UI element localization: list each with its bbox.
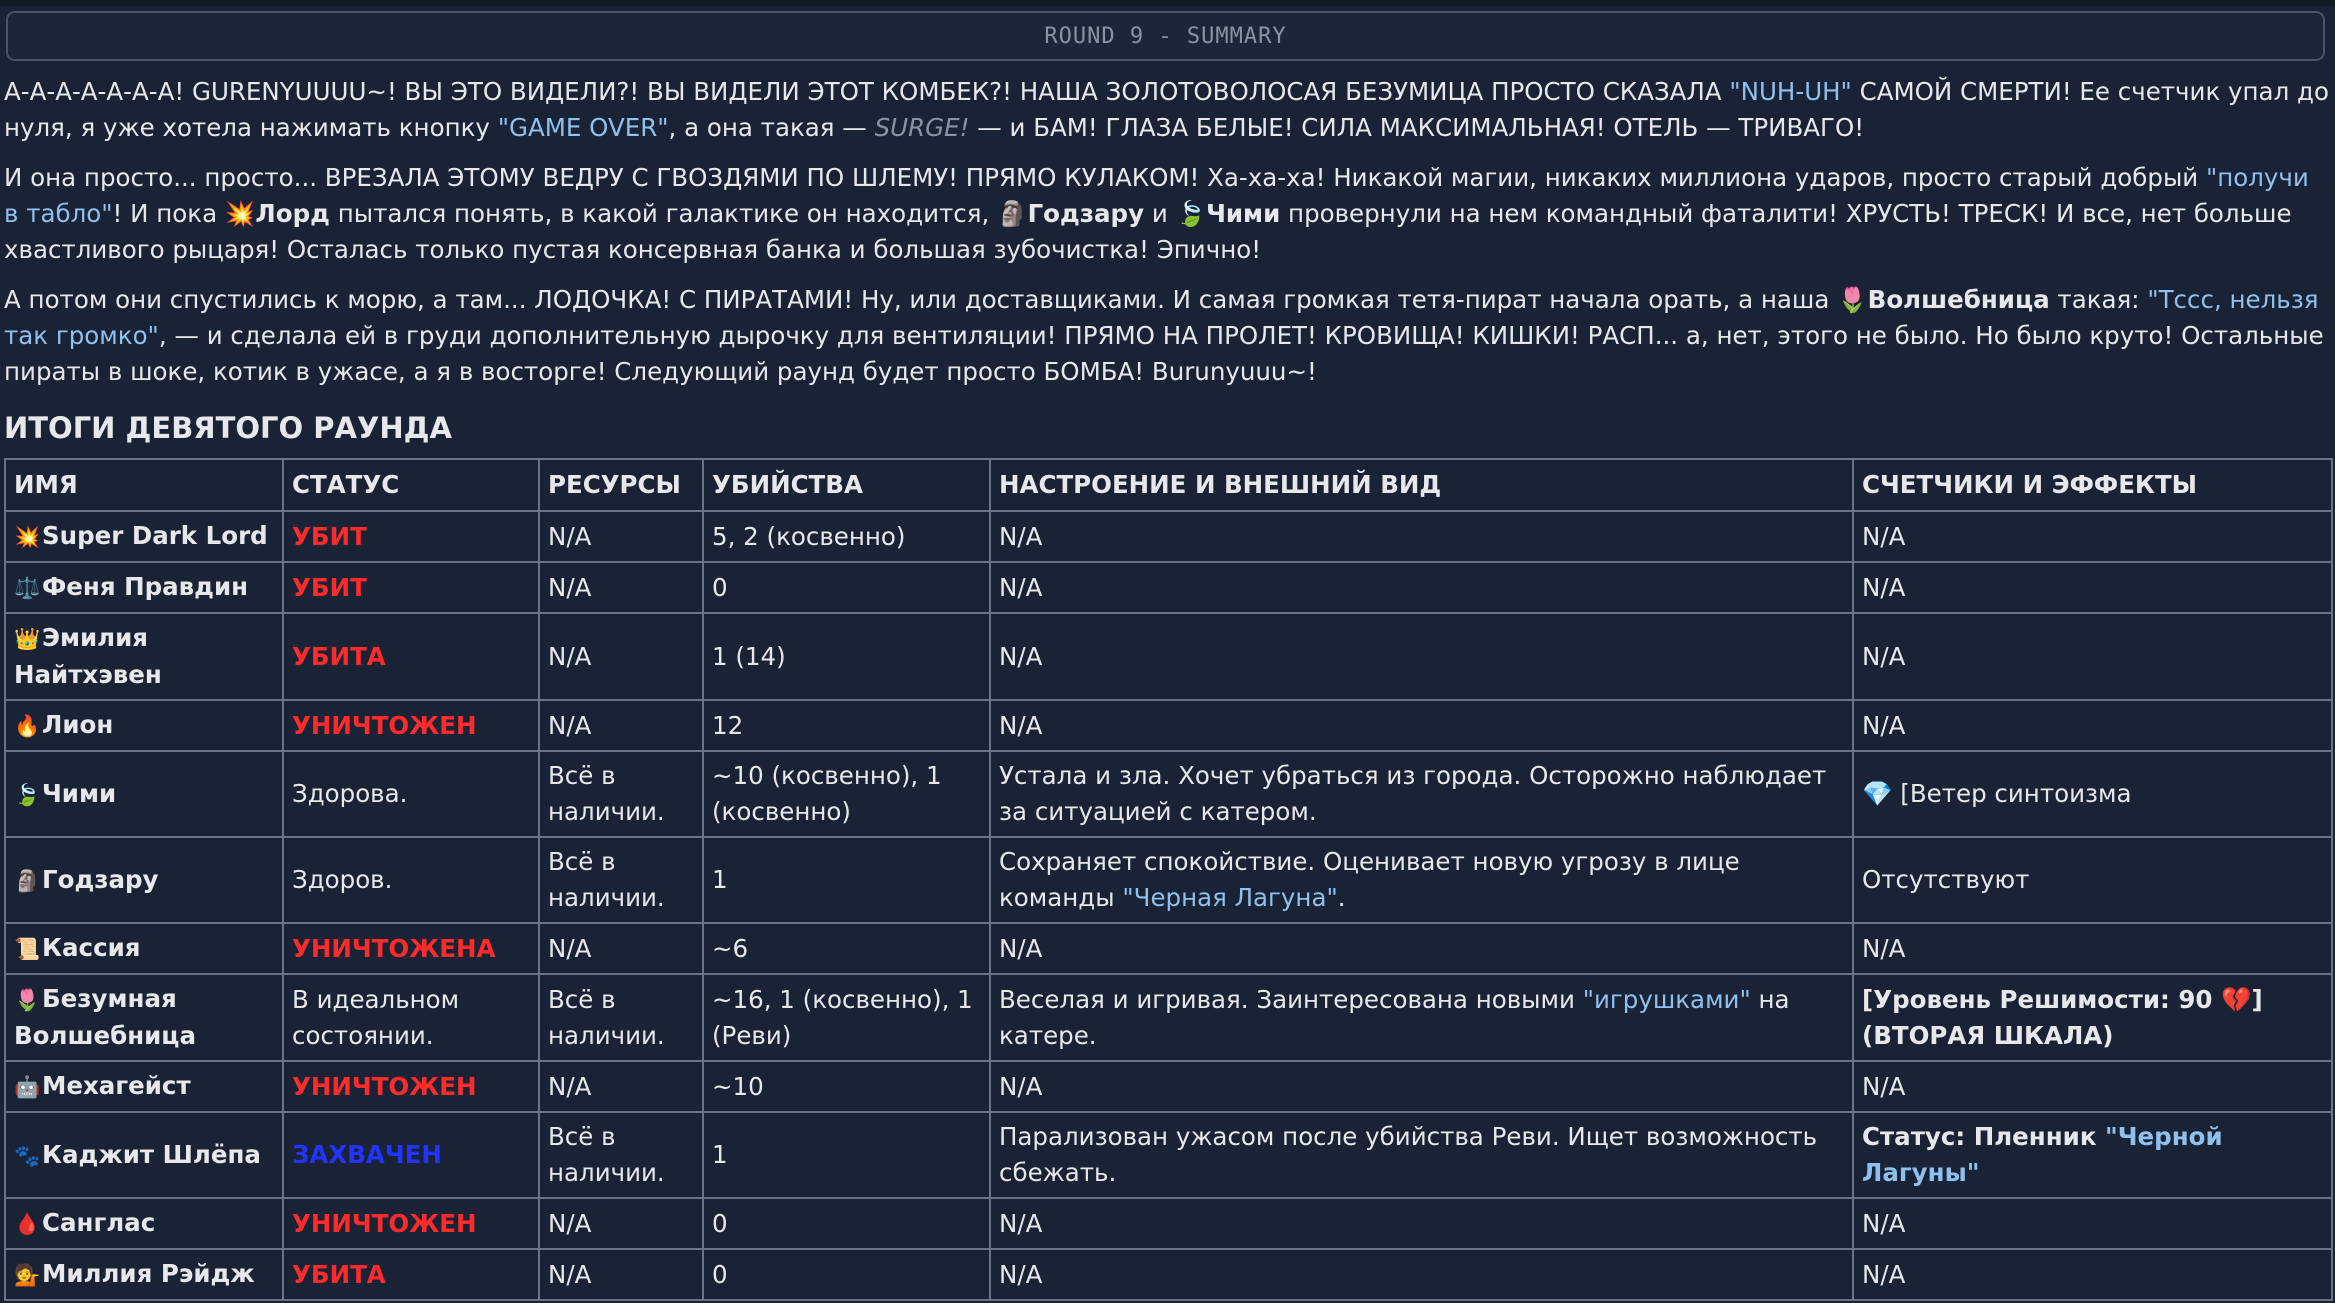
table-row (5, 837, 2332, 923)
character-name: Волшебница (1867, 285, 2050, 314)
character-name: Чими (42, 778, 117, 808)
leaf-icon: 🍃 (1175, 199, 1207, 228)
text-span: провернули на нем командный фаталити! ХРУСТЬ! ТРЕСК! И все, нет больше хвастливого рыцаря! Осталась только пустая консервная банка и большая зубочистка! Эпично! (4, 199, 2292, 264)
cell-mood: N/A (990, 923, 1853, 974)
table-header-row (5, 459, 2332, 511)
scroll-icon: 📜 (14, 937, 41, 961)
status-badge: УНИЧТОЖЕН (292, 1208, 477, 1238)
cell-kills: 1 (14) (703, 613, 990, 700)
status-badge: Здоров. (292, 865, 393, 894)
text-span: и (1144, 199, 1176, 228)
character-name: Годзару (42, 864, 159, 894)
column-header-mood: НАСТРОЕНИЕ И ВНЕШНИЙ ВИД (990, 459, 1853, 511)
status-badge: ЗАХВАЧЕН (292, 1140, 442, 1169)
cell-counters: N/A (1853, 511, 2332, 562)
text-span: А потом они спустились к морю, а там... ЛОДОЧКА! С ПИРАТАМИ! Ну, или доставщиками. И самая громкая тетя-пират начала орать, а наша (4, 285, 1838, 314)
table-row (5, 700, 2332, 751)
character-name: Лион (42, 710, 114, 739)
cell-counters: N/A (1853, 1249, 2332, 1300)
cell-counters: N/A (1853, 700, 2332, 751)
cell-status (283, 751, 539, 837)
status-badge: УБИТА (292, 1259, 386, 1289)
character-name: Кассия (42, 933, 141, 962)
scales-icon: ⚖️ (14, 576, 41, 600)
round-summary-table (4, 458, 2333, 1301)
status-badge: УНИЧТОЖЕН (292, 710, 477, 740)
cell-name (5, 923, 283, 974)
cell-name (5, 1061, 283, 1112)
crown-icon: 👑 (14, 627, 41, 651)
cell-status (283, 1198, 539, 1249)
cell-kills: ~10 (косвенно), 1 (косвенно) (703, 751, 990, 837)
narrative-paragraph-1 (4, 74, 2330, 146)
cell-name (5, 1249, 283, 1300)
text-span: такая: (2049, 285, 2148, 314)
cell-mood: N/A (990, 1249, 1853, 1300)
cell-resources: N/A (539, 1198, 703, 1249)
character-name: Super Dark Lord (42, 521, 268, 550)
moai-icon: 🗿 (997, 199, 1028, 228)
cell-name (5, 613, 283, 700)
cell-name (5, 511, 283, 562)
leaf-icon: 🍃 (14, 782, 41, 807)
robot-icon: 🤖 (14, 1075, 41, 1099)
cell-status (283, 1249, 539, 1300)
character-name: Каджит Шлёпа (42, 1139, 261, 1169)
quote-span: "GAME OVER" (497, 113, 669, 142)
cell-kills: ~10 (703, 1061, 990, 1112)
character-name: Чими (1206, 199, 1281, 228)
character-name: Годзару (1027, 199, 1145, 228)
column-header-status: СТАТУС (283, 459, 539, 511)
cell-mood (990, 837, 1853, 923)
cell-mood: N/A (990, 1061, 1853, 1112)
status-badge: УНИЧТОЖЕН (292, 1071, 477, 1101)
cell-mood: N/A (990, 613, 1853, 700)
text-span: САМОЙ СМЕРТИ! Ее счетчик упал до нуля, я уже хотела нажимать кнопку (4, 77, 2329, 142)
cell-counters (1853, 1112, 2332, 1198)
character-name: Санглас (42, 1208, 156, 1237)
round-summary-bar[interactable] (6, 11, 2325, 61)
text-span: пытался понять, в какой галактике он находится, (329, 199, 998, 228)
section-heading: ИТОГИ ДЕВЯТОГО РАУНДА (4, 411, 452, 445)
paws-icon: 🐾 (14, 1143, 41, 1168)
status-badge: УБИТ (292, 572, 367, 602)
table-row (5, 613, 2332, 700)
table-row (5, 1112, 2332, 1198)
cell-counters: N/A (1853, 613, 2332, 700)
column-header-resources: РЕСУРСЫ (539, 459, 703, 511)
character-name: Лорд (255, 199, 330, 228)
text-span: , — и сделала ей в груди дополнительную дырочку для вентиляции! ПРЯМО НА ПРОЛЕТ! КРОВИЩА! КИШКИ! РАСП... а, нет, этого не было. Но было круто! Остальные пираты в шоке, котик в ужасе, а я в восторге! Следующий раунд будет просто БОМБА! Burunyuuu~! (4, 321, 2324, 386)
character-name: Эмилия Найтхэвен (14, 623, 162, 689)
column-header-kills: УБИЙСТВА (703, 459, 990, 511)
text-span: А-А-А-А-А-А-А! GURENYUUUU~! ВЫ ЭТО ВИДЕЛИ?! ВЫ ВИДЕЛИ ЭТОТ КОМБЕК?! НАША ЗОЛОТОВОЛОСАЯ БЕЗУМИЦА ПРОСТО СКАЗАЛА (4, 77, 1730, 106)
text-span: на катере. (999, 984, 1790, 1050)
quote-span: "Тссс, нельзя так громко" (4, 285, 2319, 350)
explosion-icon: 💥 (224, 199, 256, 228)
quote-span: "Черной Лагуны" (1862, 1122, 2223, 1187)
message-content (4, 74, 2330, 1301)
cell-resources: N/A (539, 700, 703, 751)
table-row (5, 751, 2332, 837)
quote-span: "NUH-UH" (1729, 77, 1852, 106)
table-row (5, 511, 2332, 562)
text-span: ! И пока (112, 199, 225, 228)
cell-mood: N/A (990, 562, 1853, 613)
narrative-paragraph-2 (4, 160, 2330, 268)
cell-resources: N/A (539, 613, 703, 700)
cell-mood: Парализован ужасом после убийства Реви. Ищет возможность сбежать. (990, 1112, 1853, 1198)
cell-counters: 💎 [Ветер синтоизма (1853, 751, 2332, 837)
cell-status (283, 837, 539, 923)
fire-icon: 🔥 (14, 714, 41, 738)
text-span: И она просто... просто... ВРЕЗАЛА ЭТОМУ ВЕДРУ С ГВОЗДЯМИ ПО ШЛЕМУ! ПРЯМО КУЛАКОМ! Ха-ха-ха! Никакой магии, никаких миллиона ударов, просто старый добрый (4, 163, 2206, 192)
cell-name (5, 1198, 283, 1249)
cell-name (5, 751, 283, 837)
text-span: , а она такая — (668, 113, 875, 142)
table-row (5, 974, 2332, 1061)
cell-status (283, 1112, 539, 1198)
text-span: Сохраняет спокойствие. Оценивает новую угрозу в лице команды (999, 847, 1740, 912)
tulip-icon: 🌷 (14, 988, 41, 1012)
cell-counters: N/A (1853, 1061, 2332, 1112)
explosion-icon: 💥 (14, 525, 41, 549)
cell-kills: 12 (703, 700, 990, 751)
cell-resources: N/A (539, 1061, 703, 1112)
table-row (5, 562, 2332, 613)
round-summary-title: ROUND 9 - SUMMARY (1044, 23, 1287, 49)
cell-name (5, 837, 283, 923)
cell-name (5, 562, 283, 613)
cell-status (283, 700, 539, 751)
quote-span: "Черная Лагуна" (1122, 883, 1338, 912)
cell-resources: N/A (539, 923, 703, 974)
cell-kills: 1 (703, 837, 990, 923)
quote-span: "игрушками" (1582, 984, 1751, 1014)
text-span: — и БАМ! ГЛАЗА БЕЛЫЕ! СИЛА МАКСИМАЛЬНАЯ! ОТЕЛЬ — ТРИВАГО! (969, 113, 1865, 142)
cell-resources: Всё в наличии. (539, 837, 703, 923)
cell-mood: N/A (990, 700, 1853, 751)
top-strip (0, 0, 2335, 6)
cell-resources: N/A (539, 562, 703, 613)
cell-resources: Всё в наличии. (539, 751, 703, 837)
cell-resources: Всё в наличии. (539, 974, 703, 1061)
cell-counters: Отсутствуют (1853, 837, 2332, 923)
cell-counters: N/A (1853, 1198, 2332, 1249)
table-row (5, 1061, 2332, 1112)
cell-status (283, 562, 539, 613)
cell-name (5, 974, 283, 1061)
cell-status (283, 923, 539, 974)
status-badge: УБИТА (292, 641, 386, 671)
cell-counters: [Уровень Решимости: 90 💔] (ВТОРАЯ ШКАЛА) (1853, 974, 2332, 1061)
quote-span: "получи в табло" (4, 163, 2309, 228)
blood-drop-icon: 🩸 (14, 1212, 41, 1236)
table-row (5, 923, 2332, 974)
cell-resources: N/A (539, 511, 703, 562)
cell-status (283, 974, 539, 1061)
person-icon: 💁 (14, 1263, 41, 1287)
cell-name (5, 1112, 283, 1198)
cell-kills: ~6 (703, 923, 990, 974)
moai-icon: 🗿 (14, 868, 41, 893)
emphasis-span: SURGE! (874, 113, 970, 142)
table-row (5, 1249, 2332, 1300)
character-name: Безумная Волшебница (14, 984, 196, 1050)
tulip-icon: 🌷 (1837, 285, 1868, 314)
text-span: Статус: Пленник (1862, 1122, 2105, 1151)
column-header-counters: СЧЕТЧИКИ И ЭФФЕКТЫ (1853, 459, 2332, 511)
narrative-paragraph-3 (4, 282, 2330, 390)
cell-kills: 0 (703, 562, 990, 613)
cell-counters: N/A (1853, 923, 2332, 974)
character-name: Мехагейст (42, 1071, 191, 1100)
character-name: Миллия Рэйдж (42, 1259, 255, 1288)
cell-mood: N/A (990, 1198, 1853, 1249)
cell-mood: N/A (990, 511, 1853, 562)
status-badge: УБИТ (292, 521, 367, 551)
cell-mood: Устала и зла. Хочет убраться из города. Осторожно наблюдает за ситуацией с катером. (990, 751, 1853, 837)
text-span: . (1337, 883, 1346, 912)
cell-status (283, 613, 539, 700)
character-name: Феня Правдин (42, 572, 249, 601)
text-span: Веселая и игривая. Заинтересована новыми (999, 984, 1583, 1014)
column-header-name: ИМЯ (5, 459, 283, 511)
cell-mood (990, 974, 1853, 1061)
cell-resources: Всё в наличии. (539, 1112, 703, 1198)
cell-name (5, 700, 283, 751)
cell-counters: N/A (1853, 562, 2332, 613)
table-row (5, 1198, 2332, 1249)
cell-resources: N/A (539, 1249, 703, 1300)
status-badge: УНИЧТОЖЕНА (292, 933, 496, 963)
cell-status (283, 511, 539, 562)
status-badge: В идеальном состоянии. (292, 984, 460, 1050)
status-badge: Здорова. (292, 779, 408, 808)
cell-kills: 5, 2 (косвенно) (703, 511, 990, 562)
cell-status (283, 1061, 539, 1112)
cell-kills: 0 (703, 1198, 990, 1249)
cell-kills: ~16, 1 (косвенно), 1 (Реви) (703, 974, 990, 1061)
cell-kills: 0 (703, 1249, 990, 1300)
cell-kills: 1 (703, 1112, 990, 1198)
